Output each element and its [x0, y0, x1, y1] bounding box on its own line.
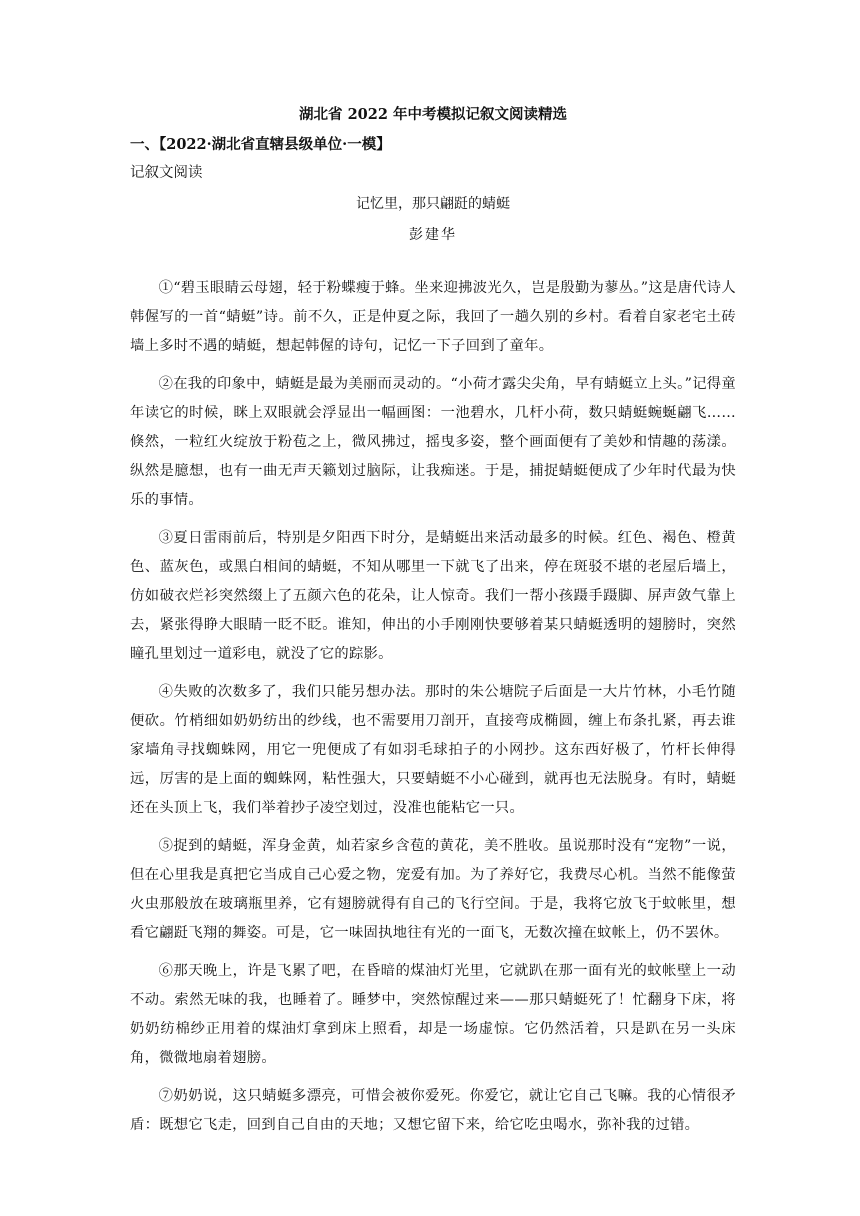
document-page [130, 0, 736, 1216]
section-heading: 一、【2022·湖北省直辖县级单位·一模】 [130, 136, 391, 153]
article-body [130, 274, 736, 1149]
article-title: 记忆里，那只翩跹的蜻蜓 [356, 196, 510, 212]
paragraph-5: ⑤捉到的蜻蜓，浑身金黄，灿若家乡含苞的黄花，美不胜收。虽说那时没有“宠物”一说，但在心里我是真把它当成自己心爱之物，宠爱有加。为了养好它，我费尽心机。当然不能像萤火虫那般放在玻璃瓶里养，它有翅膀就得有自己的飞行空间。于是，我将它放飞于蚊帐里，想看它翩跹飞翔的舞姿。可是，它一味固执地往有光的一面飞，无数次撞在蚊帐上，仍不罢休。 [130, 838, 736, 941]
paragraph-2: ②在我的印象中，蜻蜓是最为美丽而灵动的。“小荷才露尖尖角，早有蜻蜓立上头。”记得童年读它的时候，眯上双眼就会浮显出一幅画图：一池碧水，几杆小荷，数只蜻蜓蜿蜒翩飞……倏然，一粒红火绽放于粉苞之上，微风拂过，摇曳多姿，整个画面便有了美妙和情趣的荡漾。纵然是臆想，也有一曲无声天籁划过脑际，让我痴迷。于是，捕捉蜻蜓便成了少年时代最为快乐的事情。 [130, 376, 736, 508]
paragraph-6: ⑥那天晚上，许是飞累了吧，在昏暗的煤油灯光里，它就趴在那一面有光的蚊帐壁上一动不动。索然无味的我，也睡着了。睡梦中，突然惊醒过来——那只蜻蜓死了！忙翻身下床，将奶奶纺棉纱正用着的煤油灯拿到床上照看，却是一场虚惊。它仍然活着，只是趴在另一头床角，微微地扇着翅膀。 [130, 963, 736, 1066]
genre-label: 记叙文阅读 [130, 165, 203, 181]
paragraph-1: ①“碧玉眼睛云母翅，轻于粉蝶瘦于蜂。坐来迎拂波光久，岂是殷勤为蓼丛。”这是唐代诗人韩偓写的一首“蜻蜓”诗。前不久，正是仲夏之际，我回了一趟久别的乡村。看着自家老宅土砖墙上多时不遇的蜻蜓，想起韩偓的诗句，记忆一下子回到了童年。 [130, 280, 736, 354]
paragraph-3: ③夏日雷雨前后，特别是夕阳西下时分，是蜻蜓出来活动最多的时候。红色、褐色、橙黄色、蓝灰色，或黑白相间的蜻蜓，不知从哪里一下就飞了出来，停在斑驳不堪的老屋后墙上，仿如破衣烂衫突然缀上了五颜六色的花朵，让人惊奇。我们一帮小孩蹑手蹑脚、屏声敛气靠上去，紧张得睁大眼睛一眨不眨。谁知，伸出的小手刚刚快要够着某只蜻蜓透明的翅膀时，突然瞳孔里划过一道彩电，就没了它的踪影。 [130, 530, 736, 662]
article-author: 彭建华 [409, 227, 457, 243]
document-title: 湖北省 2022 年中考模拟记叙文阅读精选 [299, 106, 567, 123]
paragraph-4: ④失败的次数多了，我们只能另想办法。那时的朱公塘院子后面是一大片竹林，小毛竹随便砍。竹梢细如奶奶纺出的纱线，也不需要用刀剖开，直接弯成椭圆，缠上布条扎紧，再去谁家墙角寻找蜘蛛网，用它一兜便成了有如羽毛球拍子的小网抄。这东西好极了，竹杆长伸得远，厉害的是上面的蜘蛛网，粘性强大，只要蜻蜓不小心碰到，就再也无法脱身。有时，蜻蜓还在头顶上飞，我们举着抄子凌空划过，没准也能粘它一只。 [130, 684, 736, 816]
paragraph-7: ⑦奶奶说，这只蜻蜓多漂亮，可惜会被你爱死。你爱它，就让它自己飞嘛。我的心情很矛盾：既想它飞走，回到自己自由的天地；又想它留下来，给它吃虫喝水，弥补我的过错。 [130, 1088, 736, 1133]
